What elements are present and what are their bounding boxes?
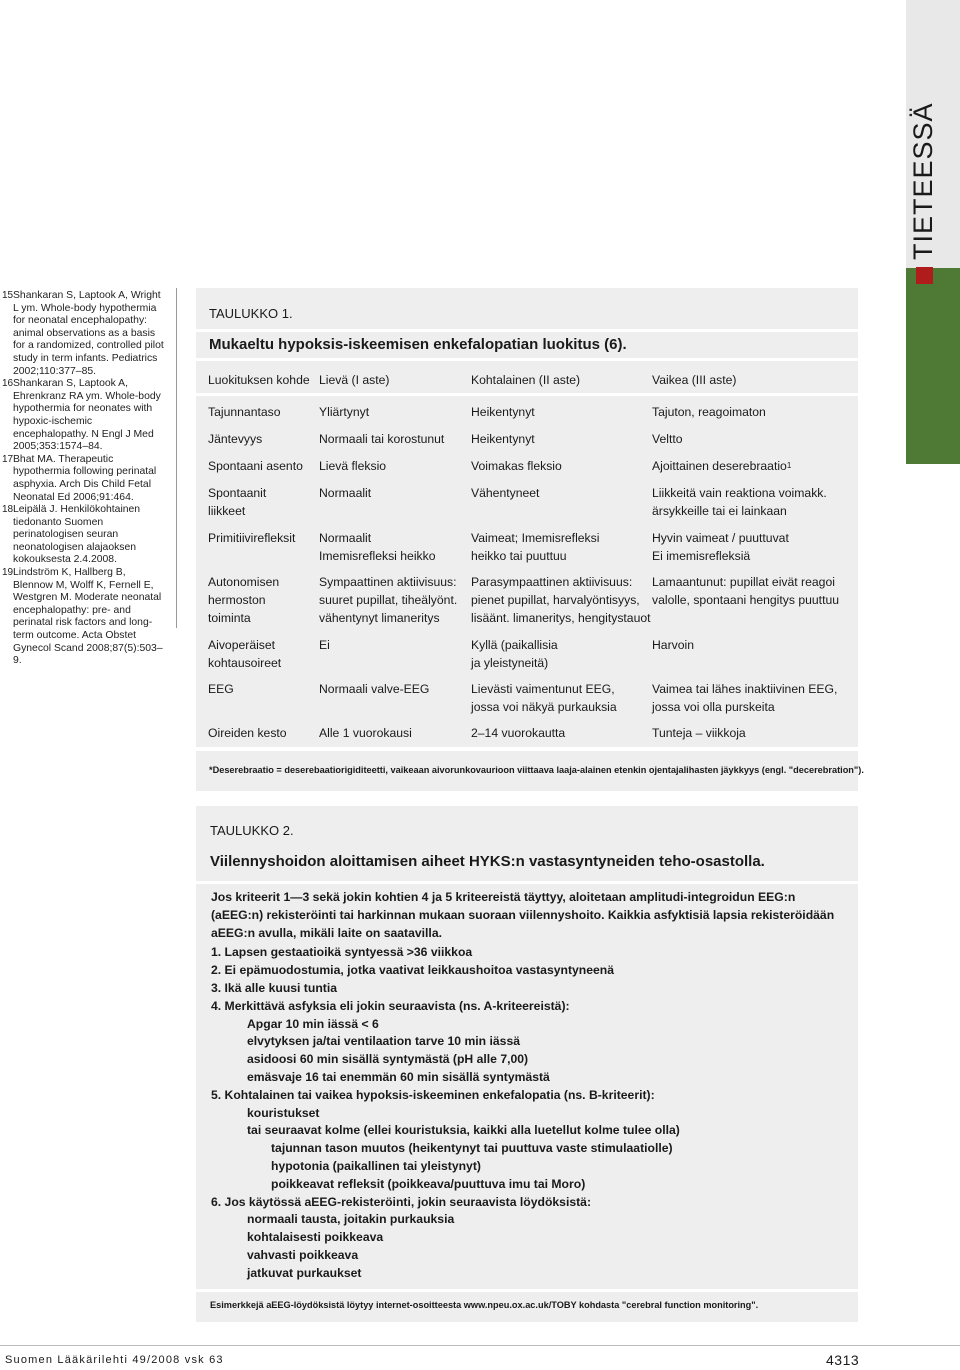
criteria-item: 2. Ei epämuodostumia, jotka vaativat leikkaushoitoa vastasyntyneenä — [211, 963, 615, 978]
table2-intro: Jos kriteerit 1—3 sekä jokin kohtien 4 ja 5 kriteereistä täyttyy, aloitetaan amplitudi-integroidun EEG:n (aEEG:n) rekisteröinti tai harkinnan mukaan suoraan viilennyshoito. Kaikkia asfyktisiä lapsia rekisteröidään aEEG:n avulla, mikäli laite on saatavilla. — [211, 890, 835, 940]
criteria-item: 6. Jos käytössä aEEG-rekisteröinti, jokin seuraavista löydöksistä: — [211, 1194, 592, 1209]
reference-text: Leipälä J. Henkilökohtainen tiedonanto Suomen perinatologisen seuran neonatologisen alajaoksen kokouksesta 2.4.2008. — [13, 504, 141, 566]
reference-item — [2, 504, 167, 567]
table1 — [196, 288, 858, 747]
table1-cell: Spontaanit liikkeet — [208, 486, 267, 518]
table1-cell: Normaali valve-EEG — [319, 682, 430, 696]
reference-item — [2, 378, 167, 454]
table1-cell: Lamaantunut: pupillat eivät reagoi valolle, spontaani hengitys puuttuu — [652, 575, 840, 607]
criteria-item: 5. Kohtalainen tai vaikea hypoksis-iskeeminen enkefalopatia (ns. B-kriteerit): — [211, 1087, 655, 1102]
table1-cell: Vaimea tai lähes inaktiivinen EEG, jossa voi olla purskeita — [652, 682, 838, 714]
table1-header-cell: Vaikea (III aste) — [652, 373, 737, 387]
table1-cell: Lievästi vaimentunut EEG, jossa voi näkyä purkauksia — [471, 682, 617, 714]
table1-cell: Tajunnantaso — [208, 405, 281, 419]
criteria-item: hypotonia (paikallinen tai yleistynyt) — [271, 1158, 481, 1173]
table1-cell: EEG — [208, 682, 234, 696]
table1-cell: Hyvin vaimeat / puuttuvat Ei imemisrefleksiä — [652, 531, 789, 563]
reference-text: Lindström K, Hallberg B, Blennow M, Wolff K, Fernell E, Westgren M. Moderate neonatal encephalopathy: pre- and perinatal risk factors and long-term outcome. Acta Obstet Gynecol Scand 2008;87(5):503–9. — [13, 567, 163, 667]
table1-cell: Heikentynyt — [471, 432, 535, 446]
table1-cell: Kyllä (paikallisia ja yleistyneitä) — [471, 638, 558, 670]
section-label: TIETEESSÄ — [908, 102, 938, 260]
table2-footnote: Esimerkkejä aEEG-löydöksistä löytyy internet-osoitteesta www.npeu.ox.ac.uk/TOBY kohdasta "cerebral function monitoring". — [210, 1300, 759, 1310]
criteria-item: Apgar 10 min iässä < 6 — [247, 1016, 379, 1031]
reference-number: 18 — [2, 504, 14, 516]
table1-header-cell: Kohtalainen (II aste) — [471, 373, 581, 387]
criteria-item: vahvasti poikkeava — [247, 1247, 359, 1262]
table1-title: Mukaeltu hypoksis-iskeemisen enkefalopatian luokitus (6). — [209, 336, 627, 353]
table2-caption: TAULUKKO 2. — [210, 823, 294, 838]
footnote-marker: 1 — [786, 461, 792, 470]
reference-text: Shankaran S, Laptook A, Wright L ym. Whole-body hypothermia for neonatal encephalopathy: animal observations as a basis for a randomized, controlled pilot study in term infants. Pediatrics 2002;110:377–85. — [13, 290, 164, 377]
table1-separator — [196, 358, 858, 361]
table1-separator — [196, 329, 858, 332]
table1-header-cell: Luokituksen kohde — [208, 373, 310, 387]
table1-cell: Harvoin — [652, 638, 694, 652]
table1-cell: Normaalit Imemisrefleksi heikko — [319, 531, 436, 563]
reference-item — [2, 290, 167, 378]
table1-cell: Liikkeitä vain reaktiona voimakk. ärsykkeille tai ei lainkaan — [652, 486, 827, 518]
section-marker-square — [916, 267, 933, 284]
criteria-item: elvytyksen ja/tai ventilaation tarve 10 min iässä — [247, 1034, 521, 1049]
table1-cell: Normaalit — [319, 486, 372, 500]
criteria-item: 4. Merkittävä asfyksia eli jokin seuraavista (ns. A-kriteereistä): — [211, 998, 570, 1013]
table1-cell: Normaali tai korostunut — [319, 432, 445, 446]
table2-criteria-list — [211, 944, 843, 1282]
table2-body — [211, 889, 843, 1283]
references-list — [2, 290, 167, 668]
table1-cell: Tunteja – viikkoja — [652, 726, 746, 740]
table1-cell: Oireiden kesto — [208, 726, 287, 740]
table1-cell: Primitiivirefleksit — [208, 531, 296, 545]
table1-cell: Heikentynyt — [471, 405, 535, 419]
criteria-item: asidoosi 60 min sisällä syntymästä (pH alle 7,00) — [247, 1052, 529, 1067]
table1-cell: Veltto — [652, 432, 683, 446]
table1-cell: Ei — [319, 638, 330, 652]
reference-number: 15 — [2, 290, 14, 301]
criteria-item: poikkeavat refleksit (poikkeava/puuttuva imu tai Moro) — [271, 1176, 586, 1191]
table1-cell: Voimakas fleksio — [471, 459, 562, 473]
reference-number: 19 — [2, 567, 14, 579]
reference-item — [2, 454, 167, 504]
criteria-item: normaali tausta, joitakin purkauksia — [247, 1212, 455, 1227]
table1-cell: Autonomisen hermoston toiminta — [208, 575, 280, 625]
criteria-item: 1. Lapsen gestaatioikä syntyessä >36 viikkoa — [211, 945, 473, 960]
footer-rule — [0, 1345, 960, 1346]
criteria-item: kohtalaisesti poikkeava — [247, 1230, 384, 1245]
side-tab-green-block — [906, 268, 960, 464]
criteria-item: tai seuraavat kolme (ellei kouristuksia, kaikki alla luetellut kolme tulee olla) — [247, 1123, 680, 1138]
criteria-item: jatkuvat purkaukset — [247, 1265, 362, 1280]
criteria-item: tajunnan tason muutos (heikentynyt tai puuttuva vaste stimulaatiolle) — [271, 1141, 673, 1156]
table1-header-cell: Lievä (I aste) — [319, 373, 390, 387]
criteria-item: emäsvaje 16 tai enemmän 60 min sisällä syntymästä — [247, 1069, 550, 1084]
table2-title: Viilennyshoidon aloittamisen aiheet HYKS:n vastasyntyneiden teho-osastolla. — [210, 853, 765, 870]
table1-cell: Tajuton, reagoimaton — [652, 405, 766, 419]
column-divider — [176, 288, 177, 628]
criteria-item: 3. Ikä alle kuusi tuntia — [211, 980, 337, 995]
table1-separator — [196, 393, 858, 396]
reference-item — [2, 567, 167, 668]
table1-cell: Spontaani asento — [208, 459, 303, 473]
table1-cell: Alle 1 vuorokausi — [319, 726, 412, 740]
reference-number: 16 — [2, 378, 14, 390]
reference-text: Bhat MA. Therapeutic hypothermia following perinatal asphyxia. Arch Dis Child Fetal Neonatal Ed 2006;91:464. — [13, 453, 157, 503]
table1-cell: Sympaattinen aktiivisuus: suuret pupillat, tiheälyönt. vähentynyt limaneritys — [319, 575, 458, 625]
reference-text: Shankaran S, Laptook A, Ehrenkranz RA ym. Whole-body hypothermia for neonates with hypoxic-ischemic encephalopathy. N Engl J Med 2005;353:1574–84. — [13, 378, 161, 453]
table1-cell: Vähentyneet — [471, 486, 540, 500]
criteria-item: kouristukset — [247, 1105, 320, 1120]
table1-cell: Parasympaattinen aktiivisuus: pienet pupillat, harvalyöntisyys, lisäänt. limaneritys, hengitystauot — [471, 575, 651, 625]
table1-cell: Ajoittainen deserebraatio$^1$ — [652, 459, 792, 473]
page-number: 4313 — [826, 1352, 860, 1368]
reference-number: 17 — [2, 453, 14, 465]
table1-cell: Jäntevyys — [208, 432, 263, 446]
journal-footer: Suomen Lääkärilehti 49/2008 vsk 63 — [5, 1354, 224, 1366]
table1-footnote: *Deserebraatio = deserebaatiorigiditeetti, vaikeaan aivorunkovaurioon viittaava laaja-alainen etenkin ojentajalihasten jäykkyys (engl. "decerebration"). — [209, 765, 864, 775]
table1-cell: Vaimeat; Imemisrefleksi heikko tai puuttuu — [471, 531, 600, 563]
table1-cell: Aivoperäiset kohtausoireet — [208, 638, 282, 670]
table1-cell: Yliärtynyt — [319, 405, 370, 419]
table1-cell: Lievä fleksio — [319, 459, 387, 473]
table1-cell: 2–14 vuorokautta — [471, 726, 566, 740]
table1-caption: TAULUKKO 1. — [209, 306, 293, 321]
